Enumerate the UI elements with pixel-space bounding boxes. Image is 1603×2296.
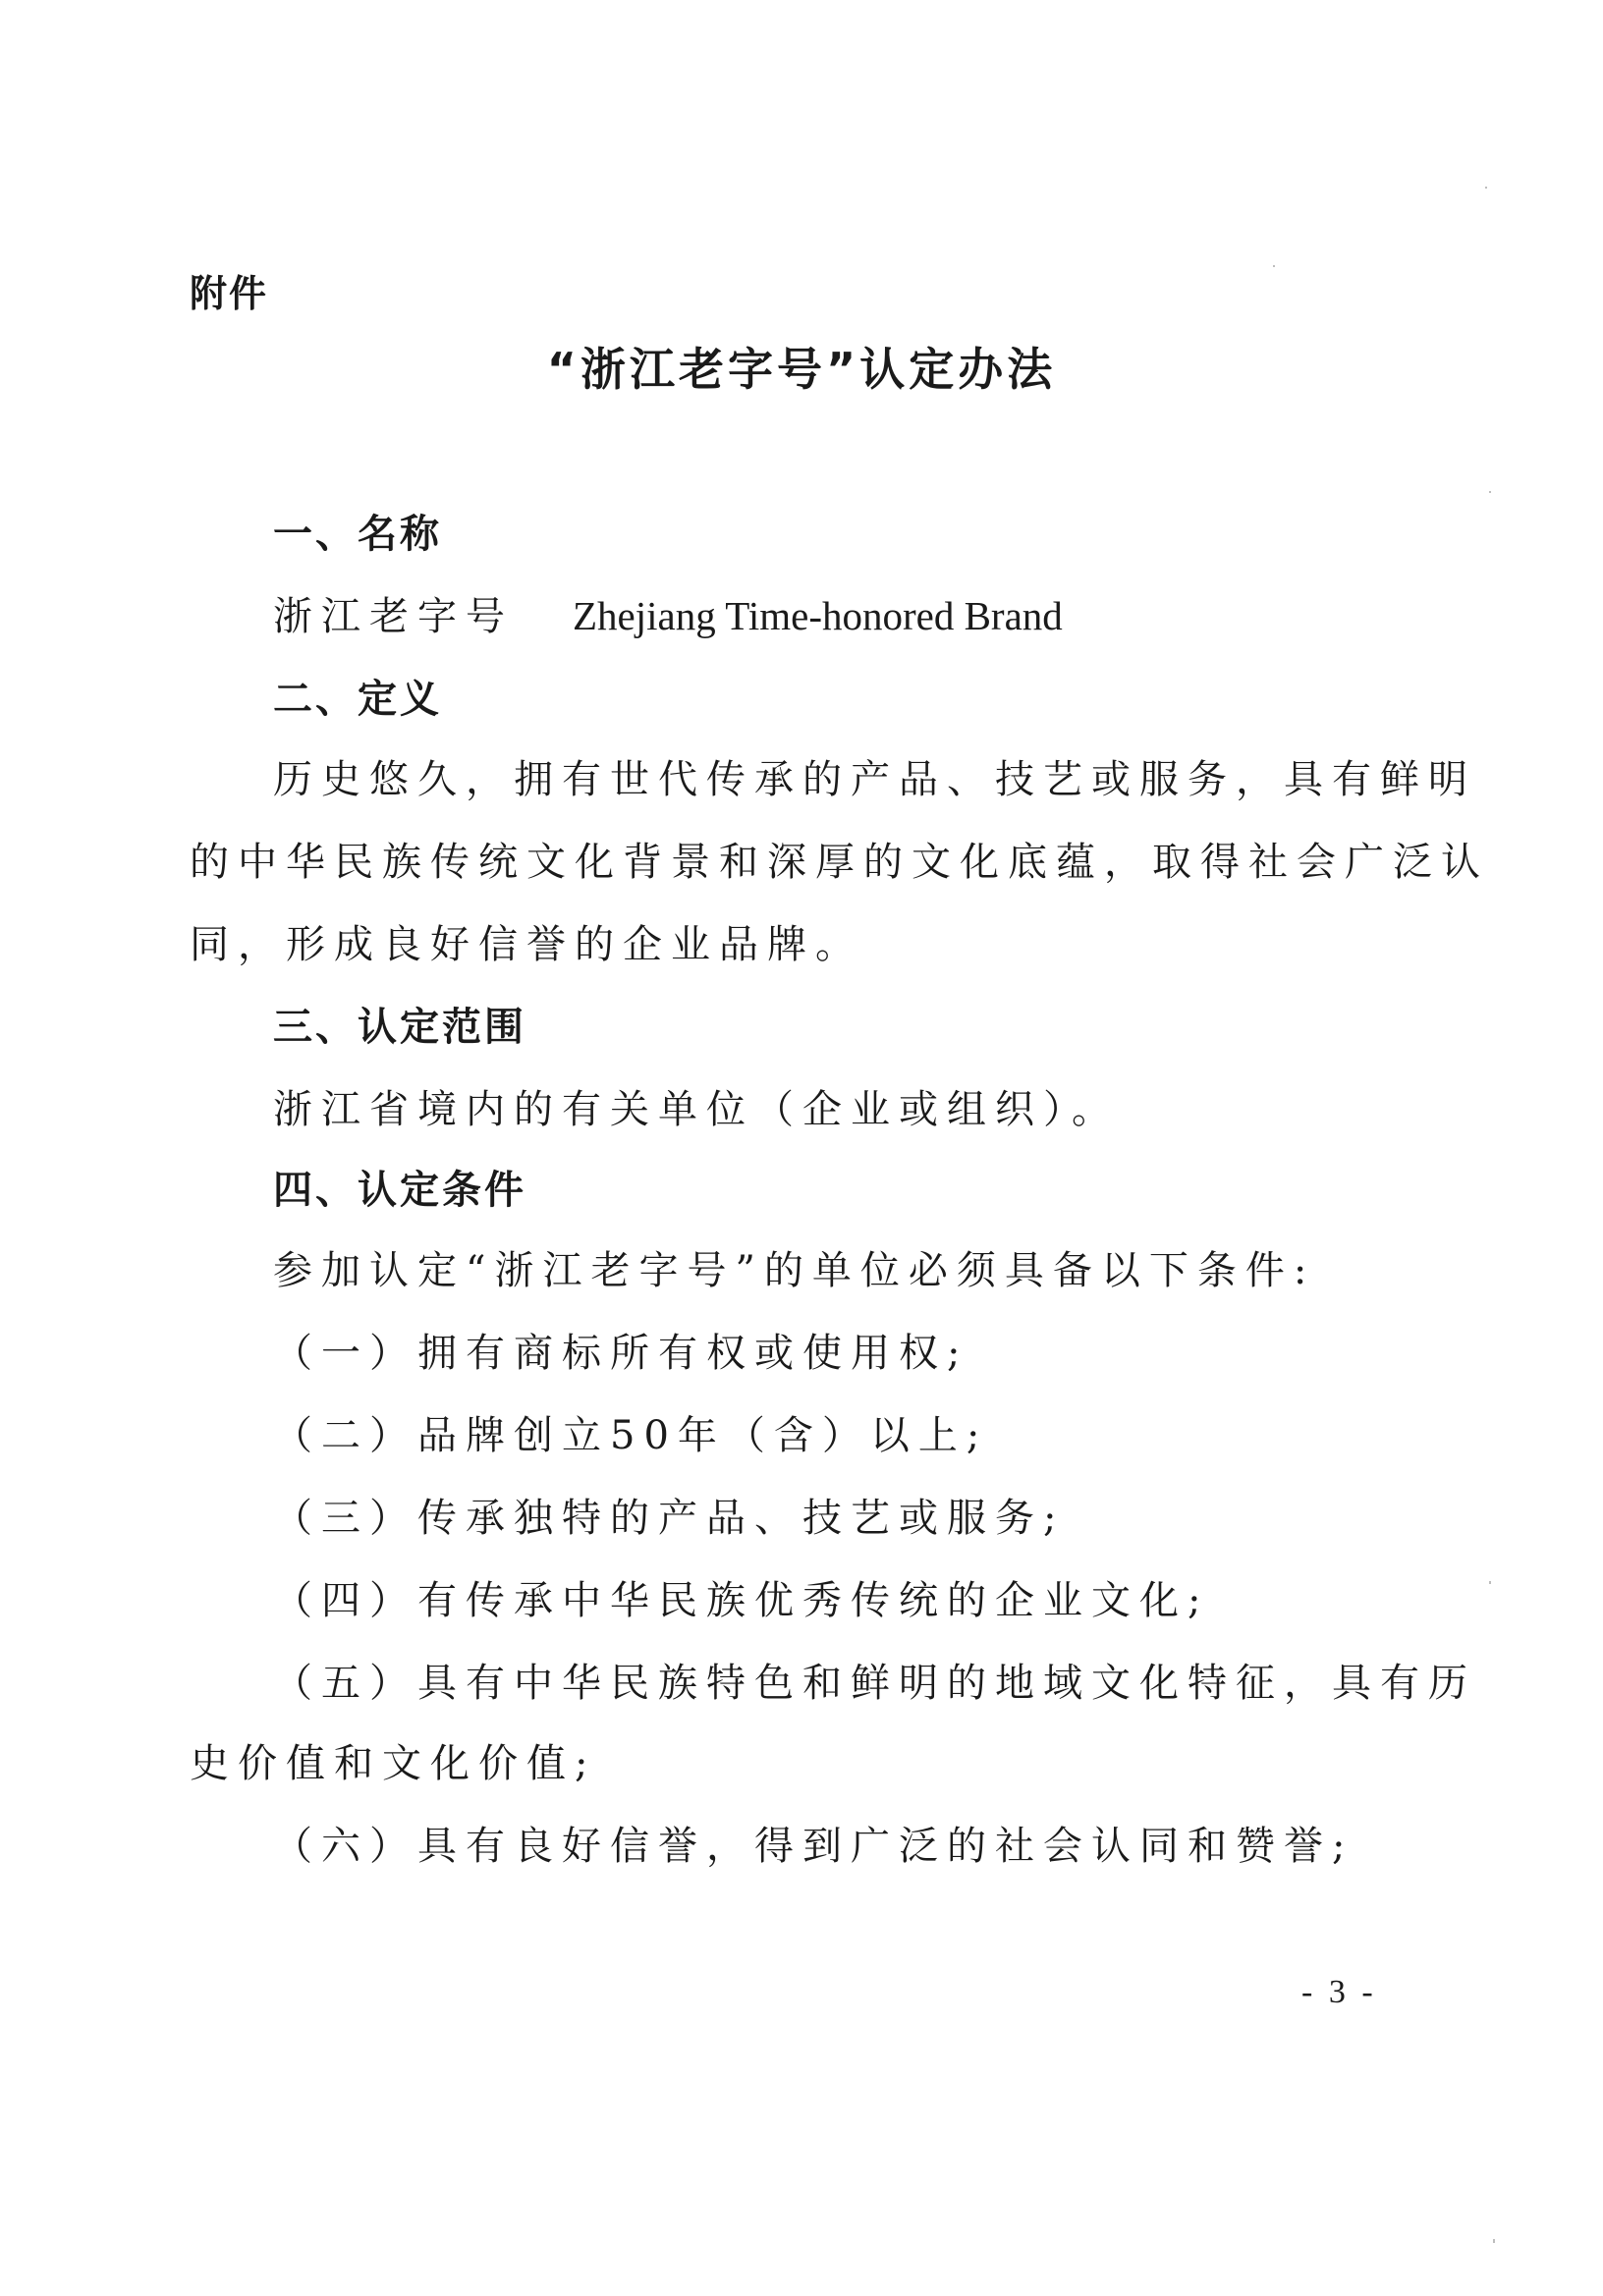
scan-speck xyxy=(1489,1581,1491,1584)
scan-speck xyxy=(1489,491,1491,493)
brand-name-cn: 浙江老字号 xyxy=(273,594,514,639)
scan-speck xyxy=(1493,2239,1495,2243)
section-heading-scope: 三、认定范围 xyxy=(273,1005,526,1050)
conditions-intro: 参加认定“浙江老字号”的单位必须具备以下条件: xyxy=(273,1248,1316,1293)
condition-item-1: （一）拥有商标所有权或使用权; xyxy=(273,1331,969,1376)
condition-item-2: （二）品牌创立50年（含）以上; xyxy=(273,1413,989,1458)
scan-speck xyxy=(1273,265,1275,267)
definition-line-1: 历史悠久，拥有世代传承的产品、技艺或服务，具有鲜明 xyxy=(273,757,1476,802)
definition-line-3: 同，形成良好信誉的企业品牌。 xyxy=(190,922,863,967)
section-heading-name: 一、名称 xyxy=(273,512,442,557)
page-number: - 3 - xyxy=(1301,1974,1377,2010)
document-title: “浙江老字号”认定办法 xyxy=(546,343,1057,396)
scope-line: 浙江省境内的有关单位（企业或组织）。 xyxy=(273,1087,1120,1132)
scan-speck xyxy=(1485,187,1487,189)
section-heading-conditions: 四、认定条件 xyxy=(273,1168,526,1213)
condition-item-6: （六）具有良好信誉，得到广泛的社会认同和赞誉; xyxy=(273,1824,1354,1869)
definition-line-2: 的中华民族传统文化背景和深厚的文化底蕴，取得社会广泛认 xyxy=(190,840,1489,885)
attachment-label: 附件 xyxy=(190,272,269,315)
condition-item-5: （五）具有中华民族特色和鲜明的地域文化特征，具有历 xyxy=(273,1661,1476,1706)
section-heading-definition: 二、定义 xyxy=(273,677,442,722)
condition-item-4: （四）有传承中华民族优秀传统的企业文化; xyxy=(273,1578,1210,1623)
condition-item-5-continued: 史价值和文化价值; xyxy=(190,1741,597,1786)
condition-item-3: （三）传承独特的产品、技艺或服务; xyxy=(273,1496,1066,1541)
brand-name-line xyxy=(273,585,1063,641)
brand-name-en: Zhejiang Time-honored Brand xyxy=(573,593,1063,638)
